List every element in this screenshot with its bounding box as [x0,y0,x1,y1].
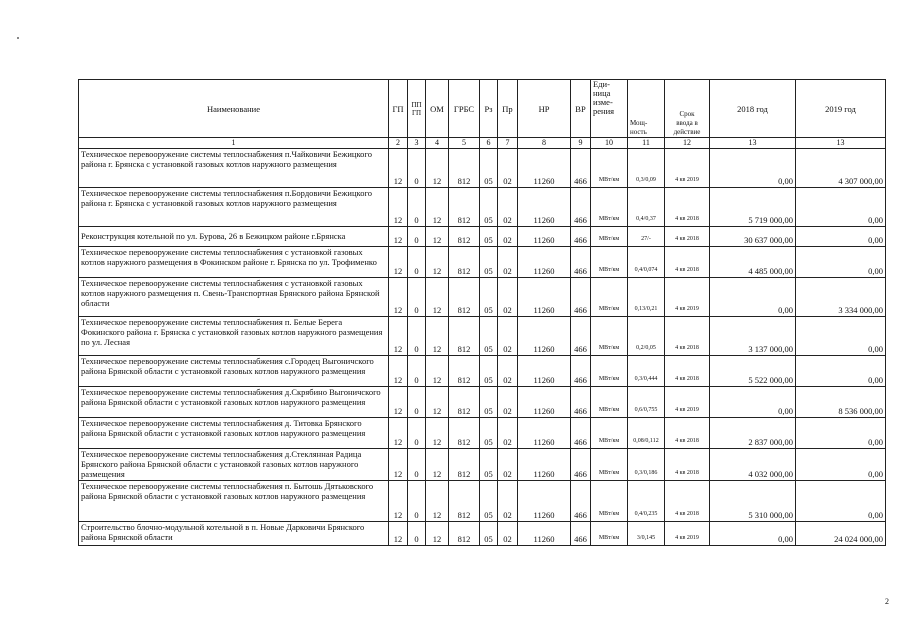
cell-rz: 05 [480,449,498,481]
table-row [79,521,886,545]
cell-grbs: 812 [449,227,480,247]
header-power-line: Мощ- [630,119,648,127]
cell-gp: 12 [389,418,408,449]
cell-gp: 12 [389,387,408,418]
cell-ppgp: 0 [408,247,426,278]
cell-vr: 466 [571,188,591,227]
cell-ppgp: 0 [408,356,426,387]
page-number: 2 [885,597,889,606]
cell-2019: 0,00 [796,418,886,449]
cell-grbs: 812 [449,356,480,387]
header-ppgp: ППГП [408,80,426,138]
cell-unit: МВт/км [591,521,628,545]
header-power-line: ность [630,128,647,136]
table-row [79,247,886,278]
cell-unit: МВт/км [591,149,628,188]
cell-pr: 02 [498,247,518,278]
cell-vr: 466 [571,227,591,247]
header-unit [591,80,628,138]
table-row [79,227,886,247]
header-om: ОМ [426,80,449,138]
cell-2018: 2 837 000,00 [710,418,796,449]
cell-2018: 0,00 [710,278,796,317]
cell-om: 12 [426,149,449,188]
cell-unit: МВт/км [591,278,628,317]
cell-2018: 3 137 000,00 [710,317,796,356]
cell-grbs: 812 [449,188,480,227]
table-row [79,188,886,227]
cell-om: 12 [426,188,449,227]
column-number: 13 [710,138,796,149]
cell-unit: МВт/км [591,387,628,418]
cell-power: 0,13/0,21 [628,278,665,317]
cell-grbs: 812 [449,418,480,449]
row-name: Техническое перевооружение системы теплоснабжения с установкой газовых котлов наружного размещения п. Свень-Транспортная Брянского района Брянской области [79,278,389,317]
cell-2018: 30 637 000,00 [710,227,796,247]
cell-unit: МВт/км [591,317,628,356]
cell-vr: 466 [571,278,591,317]
row-name: Техническое перевооружение системы теплоснабжения с установкой газовых котлов наружного размещения в Фокинском районе г. Брянска по ул. Трофименко [79,247,389,278]
cell-2018: 0,00 [710,149,796,188]
cell-gp: 12 [389,317,408,356]
cell-power: 0,3/0,444 [628,356,665,387]
cell-om: 12 [426,247,449,278]
cell-ppgp: 0 [408,317,426,356]
cell-ppgp: 0 [408,387,426,418]
cell-unit: МВт/км [591,418,628,449]
cell-om: 12 [426,317,449,356]
cell-power: 0,4/0,235 [628,480,665,521]
cell-unit: МВт/км [591,480,628,521]
table-row [79,480,886,521]
cell-power: 0,4/0,37 [628,188,665,227]
budget-table [78,79,886,546]
cell-om: 12 [426,227,449,247]
column-number: 2 [389,138,408,149]
cell-nr: 11260 [518,247,571,278]
column-number: 9 [571,138,591,149]
header-unit-line: рения [593,106,615,116]
cell-grbs: 812 [449,278,480,317]
cell-2019: 0,00 [796,449,886,481]
cell-ppgp: 0 [408,418,426,449]
cell-grbs: 812 [449,247,480,278]
cell-date: 4 кв 2019 [665,278,710,317]
cell-power: 0,6/0,755 [628,387,665,418]
scan-speck [17,37,19,39]
cell-2018: 0,00 [710,387,796,418]
cell-pr: 02 [498,480,518,521]
column-number: 12 [665,138,710,149]
cell-2019: 0,00 [796,188,886,227]
row-name: Техническое перевооружение системы теплоснабжения с.Городец Выгоничского района Брянской области с установкой газовых котлов наружного размещения [79,356,389,387]
cell-date: 4 кв 2018 [665,449,710,481]
cell-power: 0,3/0,09 [628,149,665,188]
cell-2019: 3 334 000,00 [796,278,886,317]
cell-unit: МВт/км [591,227,628,247]
cell-pr: 02 [498,387,518,418]
table-row [79,387,886,418]
cell-pr: 02 [498,278,518,317]
cell-rz: 05 [480,278,498,317]
cell-2019: 24 024 000,00 [796,521,886,545]
cell-grbs: 812 [449,449,480,481]
cell-date: 4 кв 2018 [665,247,710,278]
cell-nr: 11260 [518,317,571,356]
cell-om: 12 [426,449,449,481]
cell-nr: 11260 [518,356,571,387]
column-number-row [79,138,886,149]
column-number: 6 [480,138,498,149]
table-row [79,149,886,188]
cell-vr: 466 [571,247,591,278]
cell-2019: 0,00 [796,480,886,521]
header-nr: НР [518,80,571,138]
cell-ppgp: 0 [408,227,426,247]
table-body [79,149,886,546]
cell-2019: 0,00 [796,247,886,278]
header-power [628,80,665,138]
cell-rz: 05 [480,149,498,188]
cell-gp: 12 [389,356,408,387]
column-number: 4 [426,138,449,149]
cell-power: 0,08/0,112 [628,418,665,449]
column-number: 5 [449,138,480,149]
cell-2019: 4 307 000,00 [796,149,886,188]
cell-date: 4 кв 2019 [665,387,710,418]
cell-vr: 466 [571,418,591,449]
cell-pr: 02 [498,317,518,356]
header-unit-line: ница [593,88,611,98]
column-number: 13 [796,138,886,149]
row-name: Техническое перевооружение системы теплоснабжения п. Бытошь Дятьковского района Брянской области с установкой газовых котлов наружного размещения [79,480,389,521]
cell-om: 12 [426,278,449,317]
row-name: Техническое перевооружение системы теплоснабжения д. Титовка Брянского района Брянской области с установкой газовых котлов наружного размещения [79,418,389,449]
cell-gp: 12 [389,521,408,545]
cell-rz: 05 [480,418,498,449]
cell-date: 4 кв 2019 [665,521,710,545]
cell-date: 4 кв 2018 [665,418,710,449]
cell-nr: 11260 [518,449,571,481]
cell-unit: МВт/км [591,449,628,481]
cell-2018: 4 485 000,00 [710,247,796,278]
cell-ppgp: 0 [408,480,426,521]
cell-ppgp: 0 [408,188,426,227]
cell-vr: 466 [571,449,591,481]
header-date-line: действие [673,128,701,136]
cell-date: 4 кв 2018 [665,227,710,247]
cell-power: 0,2/0,05 [628,317,665,356]
cell-power: 0,3/0,186 [628,449,665,481]
cell-rz: 05 [480,247,498,278]
cell-grbs: 812 [449,480,480,521]
cell-om: 12 [426,387,449,418]
header-date [665,80,710,138]
cell-date: 4 кв 2018 [665,317,710,356]
header-date-line: ввода в [676,119,698,127]
cell-rz: 05 [480,521,498,545]
cell-ppgp: 0 [408,149,426,188]
row-name: Техническое перевооружение системы теплоснабжения п. Белые Берега Фокинского района г. Брянска с установкой газовых котлов наружного размещения по ул. Лесная [79,317,389,356]
table-row [79,418,886,449]
cell-unit: МВт/км [591,247,628,278]
cell-date: 4 кв 2018 [665,356,710,387]
table-row [79,317,886,356]
cell-gp: 12 [389,247,408,278]
cell-vr: 466 [571,387,591,418]
cell-unit: МВт/км [591,188,628,227]
cell-2019: 0,00 [796,317,886,356]
cell-nr: 11260 [518,480,571,521]
cell-om: 12 [426,480,449,521]
cell-2018: 5 522 000,00 [710,356,796,387]
cell-2019: 0,00 [796,356,886,387]
cell-pr: 02 [498,227,518,247]
cell-grbs: 812 [449,149,480,188]
cell-unit: МВт/км [591,356,628,387]
cell-rz: 05 [480,227,498,247]
cell-power: 27/- [628,227,665,247]
row-name: Техническое перевооружение системы теплоснабжения п.Бордовичи Бежицкого района г. Брянска с установкой газовых котлов наружного размещения [79,188,389,227]
cell-2018: 4 032 000,00 [710,449,796,481]
column-number: 1 [79,138,389,149]
cell-grbs: 812 [449,387,480,418]
cell-2018: 0,00 [710,521,796,545]
column-number: 8 [518,138,571,149]
cell-grbs: 812 [449,521,480,545]
cell-date: 4 кв 2019 [665,149,710,188]
cell-2018: 5 310 000,00 [710,480,796,521]
cell-nr: 11260 [518,521,571,545]
cell-om: 12 [426,356,449,387]
cell-pr: 02 [498,521,518,545]
cell-nr: 11260 [518,387,571,418]
cell-pr: 02 [498,449,518,481]
cell-gp: 12 [389,227,408,247]
cell-nr: 11260 [518,149,571,188]
cell-pr: 02 [498,356,518,387]
cell-ppgp: 0 [408,449,426,481]
table-row [79,449,886,481]
cell-rz: 05 [480,356,498,387]
row-name: Техническое перевооружение системы теплоснабжения д.Скрябино Выгоничского района Брянской области с установкой газовых котлов наружного размещения [79,387,389,418]
cell-ppgp: 0 [408,278,426,317]
cell-nr: 11260 [518,418,571,449]
cell-rz: 05 [480,188,498,227]
header-row [79,80,886,138]
cell-power: 3/0,145 [628,521,665,545]
column-number: 7 [498,138,518,149]
header-pr: Пр [498,80,518,138]
cell-vr: 466 [571,317,591,356]
header-unit-line: Еди- [593,79,610,89]
table-row [79,278,886,317]
cell-gp: 12 [389,480,408,521]
row-name: Техническое перевооружение системы теплоснабжения д.Стеклянная Радица Брянского района Брянской области с установкой газовых котлов наружного размещения [79,449,389,481]
cell-nr: 11260 [518,278,571,317]
cell-om: 12 [426,418,449,449]
cell-date: 4 кв 2018 [665,188,710,227]
cell-gp: 12 [389,278,408,317]
cell-2018: 5 719 000,00 [710,188,796,227]
header-vr: ВР [571,80,591,138]
column-number: 10 [591,138,628,149]
header-2018: 2018 год [710,80,796,138]
cell-pr: 02 [498,149,518,188]
row-name: Строительство блочно-модульной котельной в п. Новые Дарковичи Брянского района Брянской области [79,521,389,545]
cell-rz: 05 [480,387,498,418]
cell-rz: 05 [480,480,498,521]
cell-power: 0,4/0,074 [628,247,665,278]
cell-gp: 12 [389,449,408,481]
cell-vr: 466 [571,149,591,188]
cell-pr: 02 [498,188,518,227]
row-name: Реконструкция котельной по ул. Бурова, 26 в Бежицком районе г.Брянска [79,227,389,247]
cell-vr: 466 [571,356,591,387]
row-name: Техническое перевооружение системы теплоснабжения п.Чайковичи Бежицкого района г. Брянска с установкой газовых котлов наружного размещения [79,149,389,188]
header-unit-line: изме- [593,97,613,107]
column-number: 11 [628,138,665,149]
header-gp: ГП [389,80,408,138]
cell-2019: 8 536 000,00 [796,387,886,418]
cell-rz: 05 [480,317,498,356]
cell-gp: 12 [389,149,408,188]
cell-nr: 11260 [518,188,571,227]
header-rz: Рз [480,80,498,138]
column-number: 3 [408,138,426,149]
table-row [79,356,886,387]
cell-2019: 0,00 [796,227,886,247]
header-2019: 2019 год [796,80,886,138]
cell-nr: 11260 [518,227,571,247]
cell-om: 12 [426,521,449,545]
cell-grbs: 812 [449,317,480,356]
cell-pr: 02 [498,418,518,449]
cell-vr: 466 [571,521,591,545]
cell-gp: 12 [389,188,408,227]
header-grbs: ГРБС [449,80,480,138]
cell-date: 4 кв 2018 [665,480,710,521]
cell-ppgp: 0 [408,521,426,545]
cell-vr: 466 [571,480,591,521]
header-date-line: Срок [679,110,695,118]
header-name: Наименование [79,80,389,138]
